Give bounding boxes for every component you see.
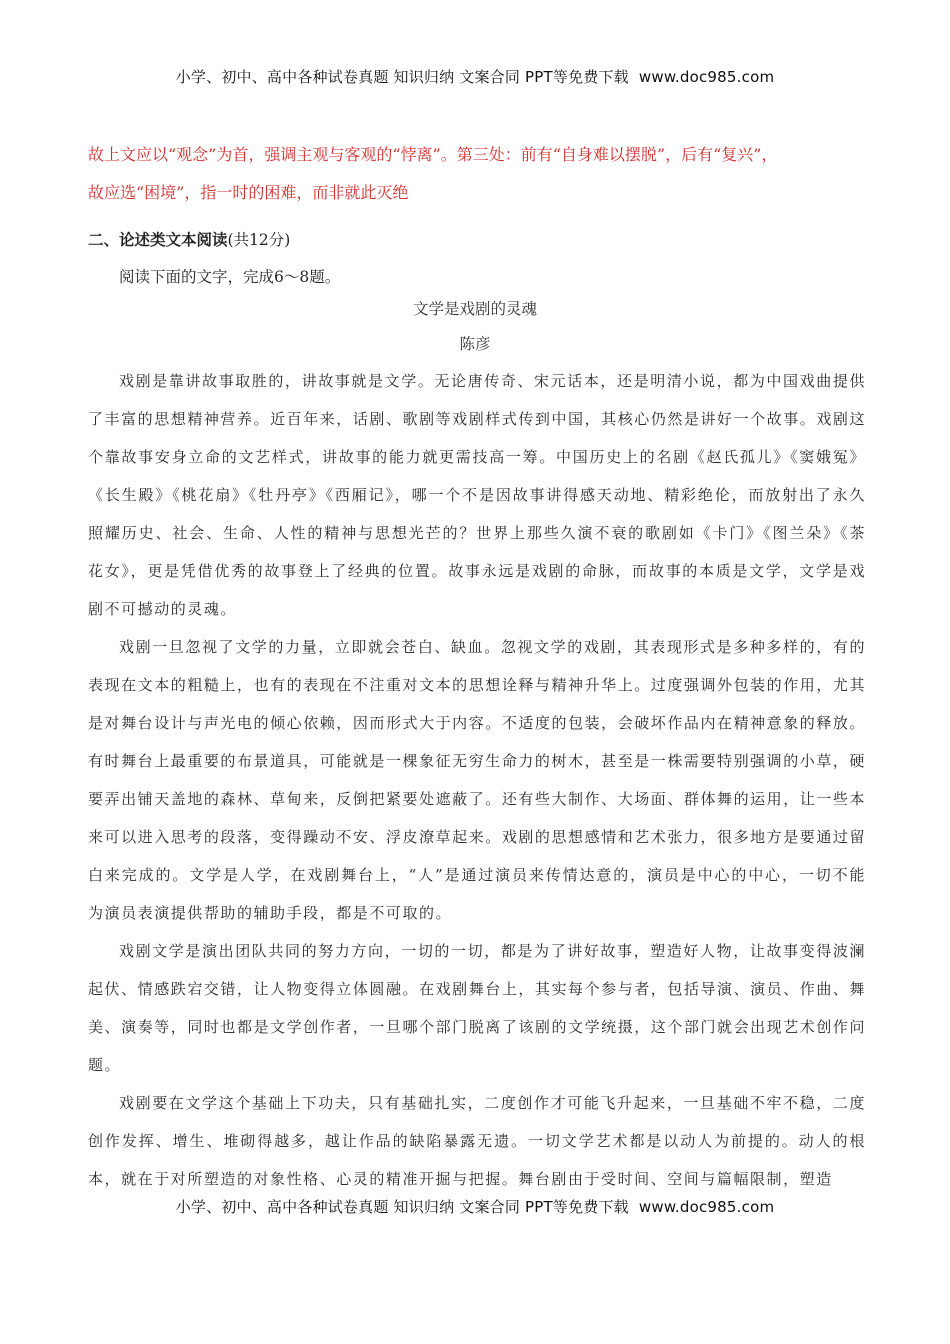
footer-banner-text: 小学、初中、高中各种试卷真题 知识归纳 文案合同 PPT等免费下载: [175, 1198, 629, 1216]
answer-line: 故上文应以“观念”为首，强调主观与客观的“悖离”。第三处：前有“自身难以摆脱”，后有“复兴”，: [88, 145, 778, 164]
article-paragraph: 戏剧文学是演出团队共同的努力方向，一切的一切，都是为了讲好故事，塑造好人物，让故事变得波澜起伏、情感跌宕交错，让人物变得立体圆融。在戏剧舞台上，其实每个参与者，包括导演、演员、作曲、舞美、演奏等，同时也都是文学创作者，一旦哪个部门脱离了该剧的文学统摄，这个部门就会出现艺术创作问题。: [88, 942, 866, 1074]
article-title: 文学是戏剧的灵魂: [412, 300, 537, 318]
section-title: 二、论述类文本阅读: [88, 231, 228, 249]
article-author: 陈彦: [459, 335, 491, 353]
header-banner-text: 小学、初中、高中各种试卷真题 知识归纳 文案合同 PPT等免费下载: [175, 68, 629, 86]
footer-banner-url[interactable]: www.doc985.com: [638, 1198, 775, 1216]
footer-banner: [0, 1196, 950, 1217]
section-score: (共12分): [227, 231, 291, 249]
header-banner: [0, 66, 950, 87]
article-paragraph: 戏剧要在文学这个基础上下功夫，只有基础扎实，二度创作才可能飞升起来，一旦基础不牢不稳，二度创作发挥、增生、堆砌得越多，越让作品的缺陷暴露无遗。一切文学艺术都是以动人为前提的。动人的根本，就在于对所塑造的对象性格、心灵的精准开掘与把握。舞台剧由于受时间、空间与篇幅限制，塑造: [88, 1094, 866, 1188]
article-paragraph: 戏剧是靠讲故事取胜的，讲故事就是文学。无论唐传奇、宋元话本，还是明清小说，都为中国戏曲提供了丰富的思想精神营养。近百年来，话剧、歌剧等戏剧样式传到中国，其核心仍然是讲好一个故事。戏剧这个靠故事安身立命的文艺样式，讲故事的能力就更需技高一筹。中国历史上的名剧《赵氏孤儿》《窦娥冤》《长生殿》《桃花扇》《牡丹亭》《西厢记》，哪一个不是因故事讲得感天动地、精彩绝伦，而放射出了永久照耀历史、社会、生命、人性的精神与思想光芒的？世界上那些久演不衰的歌剧如《卡门》《图兰朵》《茶花女》，更是凭借优秀的故事登上了经典的位置。故事永远是戏剧的命脉，而故事的本质是文学，文学是戏剧不可撼动的灵魂。: [88, 372, 866, 618]
section-instruction: 阅读下面的文字，完成6～8题。: [119, 268, 341, 286]
section-heading: [88, 228, 290, 250]
article-body: [88, 362, 866, 1198]
article-paragraph: 戏剧一旦忽视了文学的力量，立即就会苍白、缺血。忽视文学的戏剧，其表现形式是多种多样的，有的表现在文本的粗糙上，也有的表现在不注重对文本的思想诠释与精神升华上。过度强调外包装的作用，尤其是对舞台设计与声光电的倾心依赖，因而形式大于内容。不适度的包装，会破坏作品内在精神意象的释放。有时舞台上最重要的布景道具，可能就是一棵象征无穷生命力的树木，甚至是一株需要特别强调的小草，硬要弄出铺天盖地的森林、草甸来，反倒把紧要处遮蔽了。还有些大制作、大场面、群体舞的运用，让一些本来可以进入思考的段落，变得躁动不安、浮皮潦草起来。戏剧的思想感情和艺术张力，很多地方是要通过留白来完成的。文学是人学，在戏剧舞台上，“人”是通过演员来传情达意的，演员是中心的中心，一切不能为演员表演提供帮助的辅助手段，都是不可取的。: [88, 638, 866, 922]
header-banner-url[interactable]: www.doc985.com: [638, 68, 775, 86]
answer-line: 故应选“困境”，指一时的困难，而非就此灭绝: [88, 183, 409, 202]
answer-explanation: [88, 136, 878, 212]
